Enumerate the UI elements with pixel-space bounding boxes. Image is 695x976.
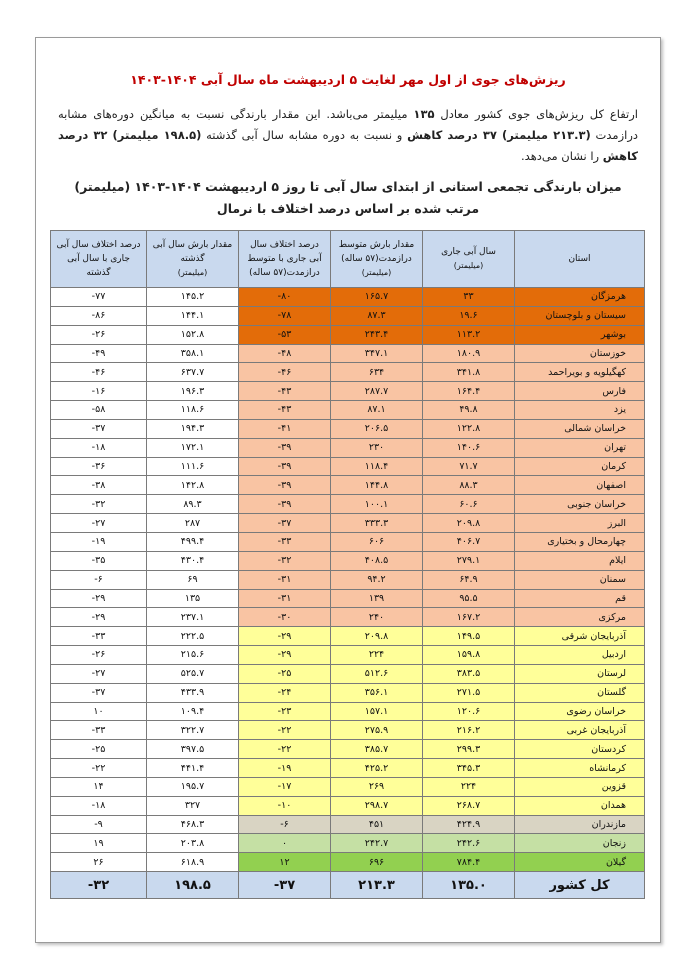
- cell-current: ۲۷۹.۱: [423, 551, 515, 570]
- cell-average: ۱۵۷.۱: [331, 702, 423, 721]
- cell-current: ۳۴۱.۸: [423, 363, 515, 382]
- cell-current: ۲۲۴: [423, 777, 515, 796]
- summary-paragraph: [58, 104, 638, 167]
- cell-province: خراسان شمالی: [515, 419, 645, 438]
- table-row: [51, 325, 645, 344]
- cell-province: البرز: [515, 514, 645, 533]
- cell-province: مرکزی: [515, 608, 645, 627]
- cell-province: یزد: [515, 401, 645, 420]
- cell-province: سیستان و بلوچستان: [515, 306, 645, 325]
- cell-diff-avg: -۳۱: [239, 589, 331, 608]
- cell-diff-avg: -۴۳: [239, 382, 331, 401]
- cell-province: گیلان: [515, 853, 645, 872]
- cell-last-year: ۵۲۵.۷: [147, 664, 239, 683]
- cell-province: کردستان: [515, 740, 645, 759]
- table-row: [51, 457, 645, 476]
- cell-diff-avg: -۲۴: [239, 683, 331, 702]
- cell-current: ۶۰.۶: [423, 495, 515, 514]
- cell-last-year: ۱۹۴.۳: [147, 419, 239, 438]
- table-row: [51, 796, 645, 815]
- header-diff-average: درصد اختلاف سال آبی جاری با متوسط درازمدت(۵۷ ساله): [239, 231, 331, 288]
- cell-current: ۱۹.۶: [423, 306, 515, 325]
- paragraph-value-1: ۱۳۵: [413, 107, 435, 121]
- table-row: [51, 514, 645, 533]
- table-row: [51, 344, 645, 363]
- cell-diff-avg: -۲۲: [239, 721, 331, 740]
- header-last-year: مقدار بارش سال آبی گذشته (میلیمتر): [147, 231, 239, 288]
- cell-province: بوشهر: [515, 325, 645, 344]
- cell-province: آذربایجان شرقی: [515, 627, 645, 646]
- total-current: ۱۳۵.۰: [423, 872, 515, 899]
- cell-average: ۶۰۶: [331, 532, 423, 551]
- cell-diff-last: -۲۵: [51, 740, 147, 759]
- cell-diff-last: -۲۹: [51, 608, 147, 627]
- cell-diff-last: -۷۷: [51, 288, 147, 307]
- cell-last-year: ۱۹۵.۷: [147, 777, 239, 796]
- cell-diff-avg: -۳۲: [239, 551, 331, 570]
- cell-province: اصفهان: [515, 476, 645, 495]
- cell-last-year: ۱۹۶.۳: [147, 382, 239, 401]
- cell-diff-avg: -۸۰: [239, 288, 331, 307]
- cell-last-year: ۲۰۳.۸: [147, 834, 239, 853]
- table-row: [51, 401, 645, 420]
- cell-province: هرمزگان: [515, 288, 645, 307]
- cell-average: ۲۰۹.۸: [331, 627, 423, 646]
- table-row: [51, 438, 645, 457]
- cell-diff-avg: -۲۹: [239, 627, 331, 646]
- table-row: [51, 495, 645, 514]
- cell-last-year: ۱۷۲.۱: [147, 438, 239, 457]
- table-row: [51, 589, 645, 608]
- cell-diff-avg: -۲۲: [239, 740, 331, 759]
- table-row: [51, 288, 645, 307]
- table-row: [51, 646, 645, 665]
- cell-average: ۸۷.۳: [331, 306, 423, 325]
- paragraph-text-4: را نشان می‌دهد.: [521, 149, 603, 163]
- header-province: استان: [515, 231, 645, 288]
- cell-province: مازندران: [515, 815, 645, 834]
- cell-province: کرمانشاه: [515, 759, 645, 778]
- cell-diff-last: -۲۷: [51, 664, 147, 683]
- cell-last-year: ۲۸۷: [147, 514, 239, 533]
- cell-diff-avg: -۳۰: [239, 608, 331, 627]
- cell-average: ۴۵۱: [331, 815, 423, 834]
- cell-province: خوزستان: [515, 344, 645, 363]
- cell-average: ۴۰۸.۵: [331, 551, 423, 570]
- cell-diff-last: -۱۸: [51, 438, 147, 457]
- cell-last-year: ۱۴۵.۲: [147, 288, 239, 307]
- cell-last-year: ۳۵۸.۱: [147, 344, 239, 363]
- table-row: [51, 683, 645, 702]
- cell-province: ایلام: [515, 551, 645, 570]
- cell-current: ۴۹.۸: [423, 401, 515, 420]
- cell-diff-avg: -۱۹: [239, 759, 331, 778]
- cell-province: لرستان: [515, 664, 645, 683]
- cell-current: ۲۷۱.۵: [423, 683, 515, 702]
- cell-diff-avg: -۲۹: [239, 646, 331, 665]
- table-row: [51, 815, 645, 834]
- cell-current: ۱۸۰.۹: [423, 344, 515, 363]
- table-row: [51, 702, 645, 721]
- cell-diff-avg: -۳۱: [239, 570, 331, 589]
- cell-average: ۵۱۲.۶: [331, 664, 423, 683]
- cell-diff-last: -۲۹: [51, 589, 147, 608]
- cell-average: ۲۴۲.۷: [331, 834, 423, 853]
- cell-last-year: ۶۱۸.۹: [147, 853, 239, 872]
- table-row: [51, 608, 645, 627]
- cell-current: ۱۶۴.۴: [423, 382, 515, 401]
- cell-last-year: ۱۰۹.۴: [147, 702, 239, 721]
- cell-average: ۶۹۶: [331, 853, 423, 872]
- cell-average: ۲۶۹: [331, 777, 423, 796]
- table-row: [51, 740, 645, 759]
- cell-last-year: ۴۳۰.۴: [147, 551, 239, 570]
- table-row: [51, 834, 645, 853]
- cell-diff-avg: -۷۸: [239, 306, 331, 325]
- header-current: سال آبی جاری (میلیمتر): [423, 231, 515, 288]
- cell-province: قزوین: [515, 777, 645, 796]
- table-row: [51, 306, 645, 325]
- cell-diff-last: -۵۸: [51, 401, 147, 420]
- cell-diff-last: -۲۷: [51, 514, 147, 533]
- cell-diff-last: -۴۶: [51, 363, 147, 382]
- cell-province: چهارمحال و بختیاری: [515, 532, 645, 551]
- cell-last-year: ۸۹.۳: [147, 495, 239, 514]
- table-subtitle-line-2: مرتب شده بر اساس درصد اختلاف با نرمال: [216, 201, 480, 216]
- cell-current: ۳۸۳.۵: [423, 664, 515, 683]
- rainfall-table: [50, 230, 645, 899]
- cell-diff-avg: -۱۰: [239, 796, 331, 815]
- cell-average: ۲۳۰: [331, 438, 423, 457]
- cell-last-year: ۶۳۷.۷: [147, 363, 239, 382]
- cell-last-year: ۶۹: [147, 570, 239, 589]
- table-row: [51, 664, 645, 683]
- cell-province: آذربایجان غربی: [515, 721, 645, 740]
- table-row: [51, 551, 645, 570]
- cell-diff-avg: ۱۲: [239, 853, 331, 872]
- cell-current: ۴۲۴.۹: [423, 815, 515, 834]
- cell-current: ۷۱.۷: [423, 457, 515, 476]
- cell-province: سمنان: [515, 570, 645, 589]
- cell-diff-avg: -۳۳: [239, 532, 331, 551]
- cell-diff-avg: -۳۷: [239, 514, 331, 533]
- cell-current: ۶۴.۹: [423, 570, 515, 589]
- cell-current: ۱۶۷.۲: [423, 608, 515, 627]
- cell-diff-last: -۳۸: [51, 476, 147, 495]
- cell-average: ۱۱۸.۴: [331, 457, 423, 476]
- cell-province: کرمان: [515, 457, 645, 476]
- cell-province: کهگیلویه و بویراحمد: [515, 363, 645, 382]
- cell-last-year: ۱۱۸.۶: [147, 401, 239, 420]
- cell-province: همدان: [515, 796, 645, 815]
- cell-current: ۲۹۹.۳: [423, 740, 515, 759]
- paragraph-value-3: (۱۹۸.۵ میلیمتر) ۳۲ درصد کاهش: [58, 128, 638, 163]
- cell-last-year: ۴۶۸.۳: [147, 815, 239, 834]
- cell-current: ۴۰۶.۷: [423, 532, 515, 551]
- cell-diff-last: -۳۵: [51, 551, 147, 570]
- cell-province: فارس: [515, 382, 645, 401]
- cell-current: ۱۴۹.۵: [423, 627, 515, 646]
- table-row: [51, 759, 645, 778]
- total-province: کل کشور: [515, 872, 645, 899]
- cell-last-year: ۳۲۷: [147, 796, 239, 815]
- cell-last-year: ۱۱۱.۶: [147, 457, 239, 476]
- cell-average: ۱۳۹: [331, 589, 423, 608]
- cell-diff-avg: -۲۵: [239, 664, 331, 683]
- cell-last-year: ۳۹۷.۵: [147, 740, 239, 759]
- cell-average: ۳۴۷.۱: [331, 344, 423, 363]
- cell-diff-last: -۲۶: [51, 646, 147, 665]
- cell-diff-last: ۱۴: [51, 777, 147, 796]
- cell-diff-avg: -۴۶: [239, 363, 331, 382]
- table-row: [51, 853, 645, 872]
- table-subtitle: [36, 176, 660, 220]
- header-diff-last-year: درصد اختلاف سال آبی جاری با سال آبی گذشته: [51, 231, 147, 288]
- cell-current: ۷۸۴.۴: [423, 853, 515, 872]
- paragraph-text-1: ارتفاع کل ریزش‌های جوی کشور معادل: [434, 107, 638, 121]
- cell-province: خراسان رضوی: [515, 702, 645, 721]
- cell-average: ۴۲۵.۲: [331, 759, 423, 778]
- cell-current: ۲۱۶.۲: [423, 721, 515, 740]
- table-body: [51, 288, 645, 872]
- cell-diff-last: -۳۲: [51, 495, 147, 514]
- cell-current: ۲۶۸.۷: [423, 796, 515, 815]
- table-row: [51, 382, 645, 401]
- total-average: ۲۱۳.۳: [331, 872, 423, 899]
- cell-diff-last: -۲۲: [51, 759, 147, 778]
- cell-average: ۱۴۴.۸: [331, 476, 423, 495]
- table-row: [51, 777, 645, 796]
- cell-average: ۲۹۸.۷: [331, 796, 423, 815]
- total-last-year: ۱۹۸.۵: [147, 872, 239, 899]
- table-row: [51, 363, 645, 382]
- cell-diff-last: -۱۸: [51, 796, 147, 815]
- cell-last-year: ۲۳۷.۱: [147, 608, 239, 627]
- paragraph-value-2: (۲۱۳.۳ میلیمتر) ۳۷ درصد کاهش: [407, 128, 591, 142]
- cell-diff-avg: -۳۹: [239, 457, 331, 476]
- cell-average: ۳۳۳.۳: [331, 514, 423, 533]
- cell-diff-last: -۹: [51, 815, 147, 834]
- cell-current: ۲۴۲.۶: [423, 834, 515, 853]
- cell-diff-last: -۳۳: [51, 721, 147, 740]
- total-diff-last-year: -۳۲: [51, 872, 147, 899]
- cell-diff-avg: -۴۳: [239, 401, 331, 420]
- cell-province: گلستان: [515, 683, 645, 702]
- cell-average: ۲۴۰: [331, 608, 423, 627]
- cell-diff-last: -۳۳: [51, 627, 147, 646]
- cell-diff-avg: -۳۹: [239, 476, 331, 495]
- cell-current: ۱۵۹.۸: [423, 646, 515, 665]
- cell-average: ۱۶۵.۷: [331, 288, 423, 307]
- cell-average: ۳۸۵.۷: [331, 740, 423, 759]
- cell-diff-avg: -۴۱: [239, 419, 331, 438]
- cell-last-year: ۲۲۲.۵: [147, 627, 239, 646]
- cell-diff-avg: -۱۷: [239, 777, 331, 796]
- cell-current: ۳۴۵.۳: [423, 759, 515, 778]
- cell-last-year: ۱۴۴.۱: [147, 306, 239, 325]
- cell-diff-avg: -۳۹: [239, 438, 331, 457]
- cell-diff-avg: -۳۹: [239, 495, 331, 514]
- cell-diff-last: -۱۹: [51, 532, 147, 551]
- cell-diff-last: -۳۷: [51, 419, 147, 438]
- paragraph-text-2: میلیمتر می‌باشد. این مقدار بارندگی نسبت به میانگین دوره‌های مشابه درازمدت: [58, 107, 638, 142]
- total-diff-average: -۳۷: [239, 872, 331, 899]
- cell-diff-avg: ۰: [239, 834, 331, 853]
- total-row: [51, 872, 645, 899]
- cell-last-year: ۲۱۵.۶: [147, 646, 239, 665]
- cell-average: ۲۷۵.۹: [331, 721, 423, 740]
- cell-diff-avg: -۵۳: [239, 325, 331, 344]
- document-title: ریزش‌های جوی از اول مهر لغایت ۵ اردیبهشت ماه سال آبی ۱۴۰۴-۱۴۰۳: [130, 72, 566, 87]
- cell-last-year: ۴۴۱.۴: [147, 759, 239, 778]
- cell-diff-last: -۳۶: [51, 457, 147, 476]
- cell-average: ۹۴.۲: [331, 570, 423, 589]
- cell-last-year: ۴۳۳.۹: [147, 683, 239, 702]
- cell-province: اردبیل: [515, 646, 645, 665]
- table-row: [51, 476, 645, 495]
- document-frame: [35, 37, 661, 943]
- table-row: [51, 721, 645, 740]
- cell-province: زنجان: [515, 834, 645, 853]
- cell-diff-last: ۲۶: [51, 853, 147, 872]
- cell-diff-last: -۶: [51, 570, 147, 589]
- cell-last-year: ۳۲۲.۷: [147, 721, 239, 740]
- cell-current: ۱۲۰.۶: [423, 702, 515, 721]
- cell-last-year: ۱۴۲.۸: [147, 476, 239, 495]
- cell-average: ۳۵۶.۱: [331, 683, 423, 702]
- cell-current: ۹۵.۵: [423, 589, 515, 608]
- cell-current: ۱۲۲.۸: [423, 419, 515, 438]
- cell-province: خراسان جنوبی: [515, 495, 645, 514]
- cell-current: ۳۳: [423, 288, 515, 307]
- cell-current: ۸۸.۳: [423, 476, 515, 495]
- cell-diff-last: -۴۹: [51, 344, 147, 363]
- cell-average: ۶۳۴: [331, 363, 423, 382]
- cell-last-year: ۱۳۵: [147, 589, 239, 608]
- cell-average: ۱۰۰.۱: [331, 495, 423, 514]
- cell-diff-last: -۸۶: [51, 306, 147, 325]
- table-row: [51, 570, 645, 589]
- cell-diff-last: ۱۰: [51, 702, 147, 721]
- table-subtitle-line-1: میزان بارندگی تجمعی استانی از ابتدای سال آبی تا روز ۵ اردیبهشت ۱۴۰۴-۱۴۰۳ (میلیمتر): [74, 179, 622, 194]
- cell-last-year: ۴۹۹.۴: [147, 532, 239, 551]
- cell-diff-avg: -۲۳: [239, 702, 331, 721]
- cell-province: تهران: [515, 438, 645, 457]
- cell-diff-last: -۳۷: [51, 683, 147, 702]
- cell-province: قم: [515, 589, 645, 608]
- cell-average: ۲۲۴: [331, 646, 423, 665]
- table-row: [51, 627, 645, 646]
- cell-current: ۲۰۹.۸: [423, 514, 515, 533]
- cell-diff-avg: -۴۸: [239, 344, 331, 363]
- table-header-row: [51, 231, 645, 288]
- header-average: مقدار بارش متوسط درازمدت(۵۷ ساله) (میلیمتر): [331, 231, 423, 288]
- cell-current: ۱۱۳.۲: [423, 325, 515, 344]
- paragraph-text-3: و نسبت به دوره مشابه سال آبی گذشته: [201, 128, 408, 142]
- cell-diff-avg: -۶: [239, 815, 331, 834]
- cell-average: ۸۷.۱: [331, 401, 423, 420]
- cell-diff-last: -۲۶: [51, 325, 147, 344]
- cell-average: ۲۰۶.۵: [331, 419, 423, 438]
- cell-diff-last: -۱۶: [51, 382, 147, 401]
- cell-last-year: ۱۵۲.۸: [147, 325, 239, 344]
- cell-current: ۱۴۰.۶: [423, 438, 515, 457]
- cell-diff-last: ۱۹: [51, 834, 147, 853]
- table-row: [51, 419, 645, 438]
- cell-average: ۲۸۷.۷: [331, 382, 423, 401]
- table-row: [51, 532, 645, 551]
- cell-average: ۲۴۳.۴: [331, 325, 423, 344]
